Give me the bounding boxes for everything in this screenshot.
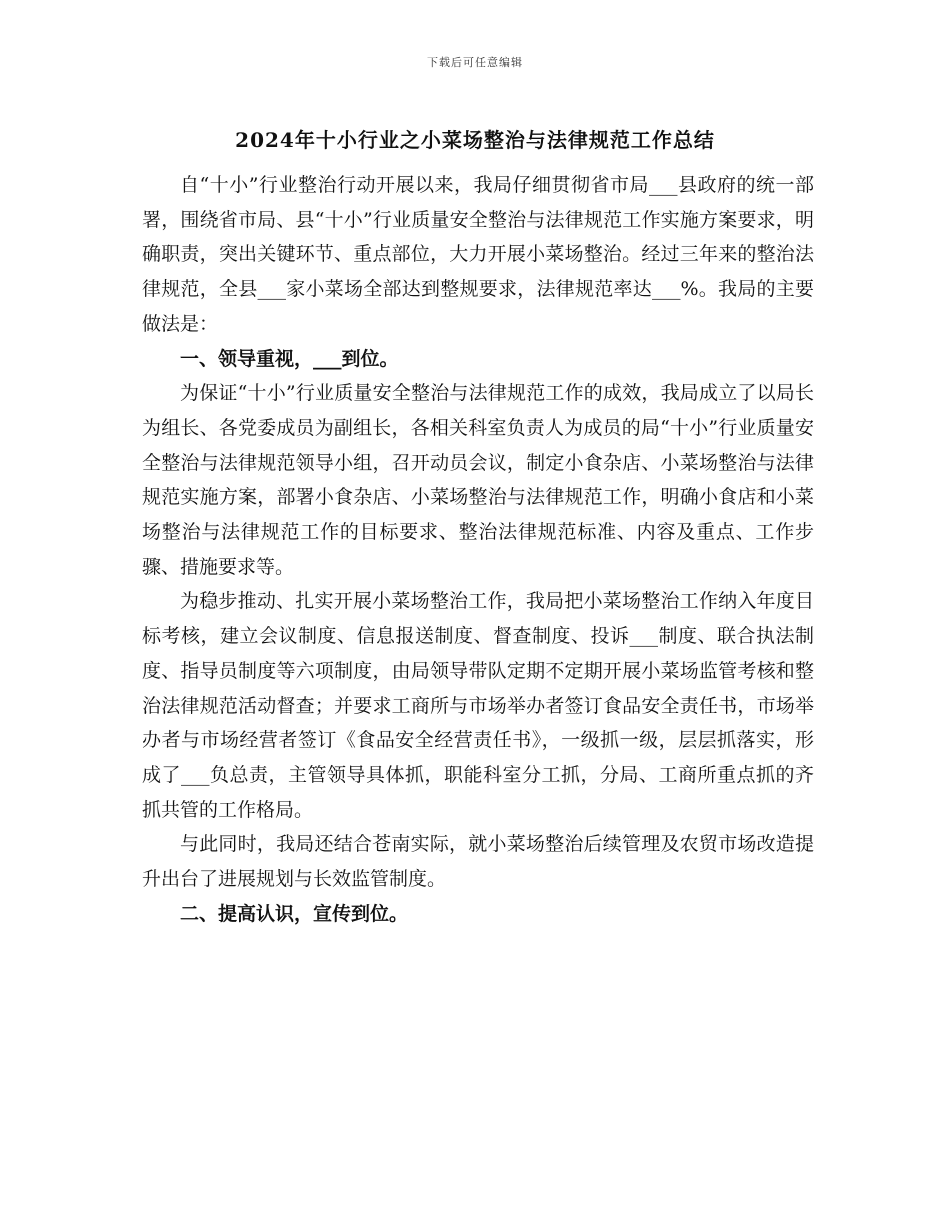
body-paragraph: 为稳步推动、扎实开展小菜场整治工作，我局把小菜场整治工作纳入年度目标考核，建立会议制度、信息报送制度、督查制度、投诉___制度、联合执法制度、指导员制度等六项制度，由局领导带队定期不定期开展小菜场监管考核和整治法律规范活动督查；并要求工商所与市场举办者签订食品安全责任书，市场举办者与市场经营者签订《食品安全经营责任书》，一级抓一级，层层抓落实，形成了___负总责，主管领导具体抓，职能科室分工抓，分局、工商所重点抓的齐抓共管的工作格局。 [142,590,814,821]
section-heading-2: 二、提高认识，宣传到位。 [180,902,409,925]
page-header-note: 下载后可任意编辑 [427,56,523,69]
document-body [142,168,814,931]
section-heading-1: 一、领导重视，___到位。 [180,347,399,370]
intro-paragraph: 自“十小”行业整治行动开展以来，我局仔细贯彻省市局___县政府的统一部署，围绕省市局、县“十小”行业质量安全整治与法律规范工作实施方案要求，明确职责，突出关键环节、重点部位，大力开展小菜场整治。经过三年来的整治法律规范，全县___家小菜场全部达到整规要求，法律规范率达___%。我局的主要做法是： [142,174,814,335]
body-paragraph: 与此同时，我局还结合苍南实际，就小菜场整治后续管理及农贸市场改造提升出台了进展规划与长效监管制度。 [142,833,814,891]
document-title: 2024年十小行业之小菜场整治与法律规范工作总结 [235,128,715,152]
body-paragraph: 为保证“十小”行业质量安全整治与法律规范工作的成效，我局成立了以局长为组长、各党委成员为副组长，各相关科室负责人为成员的局“十小”行业质量安全整治与法律规范领导小组，召开动员会议，制定小食杂店、小菜场整治与法律规范实施方案，部署小食杂店、小菜场整治与法律规范工作，明确小食店和小菜场整治与法律规范工作的目标要求、整治法律规范标准、内容及重点、工作步骤、措施要求等。 [142,382,814,578]
